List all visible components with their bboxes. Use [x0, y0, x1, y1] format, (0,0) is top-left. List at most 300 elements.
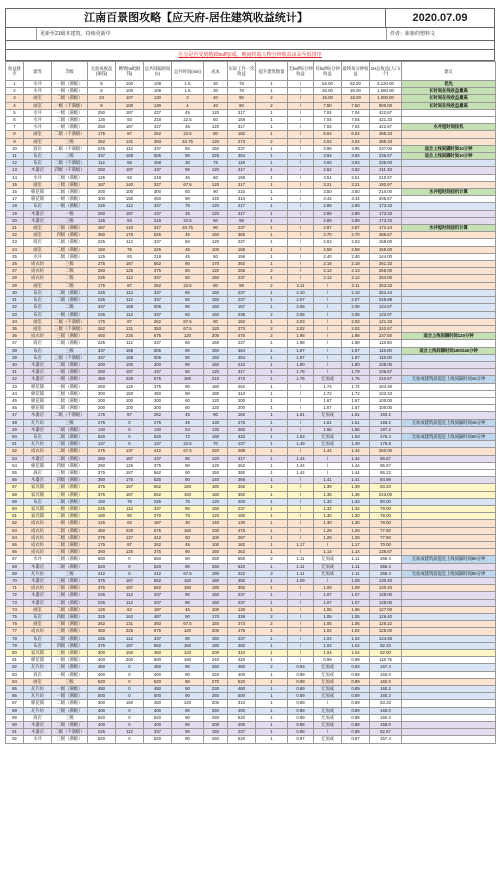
table-cell: 二级 — [52, 275, 88, 282]
table-cell: 四级（满级） — [52, 477, 88, 484]
table-row — [6, 599, 496, 606]
table-cell: 480 — [144, 686, 172, 693]
table-cell: 450 — [88, 628, 116, 635]
table-cell: 93 — [116, 117, 144, 124]
table-row — [6, 678, 496, 685]
table-cell: 二级（满级） — [52, 513, 88, 520]
table-cell: 0.87 — [342, 736, 370, 743]
table-cell: 90 — [172, 707, 204, 714]
table-cell: 450 — [88, 333, 116, 340]
table-cell: 二级（满级） — [52, 606, 88, 613]
table-cell: 56 — [116, 160, 144, 167]
table-cell: 一级（满级） — [52, 369, 88, 376]
table-cell: 125 — [88, 520, 116, 527]
table-cell: 成衣坊 — [24, 261, 52, 268]
table-cell: 100 — [116, 102, 144, 109]
table-cell: 220 — [204, 671, 228, 678]
table-cell: 1.11 — [342, 556, 370, 563]
table-row — [6, 81, 496, 88]
table-cell: / — [288, 513, 314, 520]
table-cell: 300 — [144, 405, 172, 412]
table-cell: 120 — [204, 138, 228, 145]
table-cell: 187 — [116, 124, 144, 131]
table-cell — [402, 232, 496, 239]
table-cell: / — [288, 606, 314, 613]
table-cell: 34 — [6, 318, 24, 325]
table-cell: 1 — [256, 347, 288, 354]
table-cell: 150 — [204, 340, 228, 347]
table-cell: 337 — [88, 153, 116, 160]
table-cell: 1 — [256, 261, 288, 268]
table-cell: 81 — [6, 657, 24, 664]
table-cell: 60 — [172, 275, 204, 282]
table-cell: 412 — [144, 534, 172, 541]
table-cell: 1 — [256, 405, 288, 412]
table-cell: 260.00 — [370, 448, 402, 455]
table-cell: 150 — [204, 469, 228, 476]
column-header: 最终每分钟收益 — [342, 62, 370, 81]
table-cell: 237 — [228, 275, 256, 282]
table-cell: 262 — [228, 549, 256, 556]
table-cell: 1.97 — [288, 347, 314, 354]
table-cell: 90 — [204, 225, 228, 232]
table-cell: 112 — [116, 239, 144, 246]
table-cell: 8 — [6, 131, 24, 138]
table-cell: 90 — [172, 635, 204, 642]
table-cell: 62 — [116, 520, 144, 527]
table-cell: 1 — [6, 81, 24, 88]
table-cell: 2.89 — [314, 203, 342, 210]
table-cell: 237 — [228, 592, 256, 599]
table-row — [6, 153, 496, 160]
table-cell: 二级（满级） — [52, 455, 88, 462]
table-cell: 三级 — [52, 217, 88, 224]
table-cell: 90 — [172, 354, 204, 361]
table-cell: 1.61 — [342, 412, 370, 419]
table-cell: 200 — [204, 722, 228, 729]
table-cell: 成衣坊 — [24, 527, 52, 534]
table-cell: 175 — [88, 318, 116, 325]
table-cell: 3.95 — [314, 145, 342, 152]
table-row — [6, 253, 496, 260]
table-cell: 45 — [172, 542, 204, 549]
table-cell: 300 — [144, 397, 172, 404]
table-cell: / — [314, 282, 342, 289]
table-cell: 520 — [144, 678, 172, 685]
table-cell: 525 — [144, 477, 172, 484]
table-cell: 90 — [172, 614, 204, 621]
table-cell: 250 — [204, 556, 228, 563]
table-row — [6, 448, 496, 455]
table-cell: 三级 — [52, 678, 88, 685]
table-row — [6, 556, 496, 563]
table-cell — [402, 340, 496, 347]
table-cell: 成衣坊 — [24, 542, 52, 549]
table-cell: 120 — [204, 203, 228, 210]
table-cell: 1 — [256, 203, 288, 210]
spreadsheet — [5, 8, 495, 744]
table-cell: 90 — [172, 390, 204, 397]
table-cell: 520 — [88, 563, 116, 570]
table-cell: 500 — [88, 693, 116, 700]
column-header: 实际工作一次收益 — [228, 62, 256, 81]
table-cell: 120 — [204, 124, 228, 131]
table-cell: 173.33 — [370, 217, 402, 224]
column-header: 建筑 — [24, 62, 52, 81]
table-cell: 0.89 — [288, 707, 314, 714]
table-cell: 236.67 — [370, 153, 402, 160]
table-cell — [402, 606, 496, 613]
table-cell: 成衣坊 — [24, 585, 52, 592]
table-cell: 1 — [256, 671, 288, 678]
table-cell: 266.4 — [370, 556, 402, 563]
table-row — [6, 325, 496, 332]
table-cell: 675 — [144, 376, 172, 383]
table-cell: 2 — [256, 621, 288, 628]
table-cell: 水井短时间挂机 — [402, 124, 496, 131]
table-cell: 1.44 — [288, 469, 314, 476]
table-cell: 家具铺 — [24, 484, 52, 491]
table-cell: / — [288, 534, 314, 541]
table-cell: 1 — [256, 542, 288, 549]
table-cell: 90 — [172, 671, 204, 678]
table-cell: 1 — [256, 189, 288, 196]
column-header: 无加成收益(铜钱) — [88, 62, 116, 81]
table-cell: 95 — [228, 217, 256, 224]
table-cell: 250 — [88, 462, 116, 469]
table-cell: 200 — [88, 189, 116, 196]
table-cell: 1 — [256, 376, 288, 383]
table-cell: 222 — [228, 570, 256, 577]
table-cell: 175 — [88, 131, 116, 138]
table-cell: 120 — [204, 167, 228, 174]
table-cell: 67 — [6, 556, 24, 563]
table-cell: 130 — [144, 95, 172, 102]
table-cell: 130 — [228, 606, 256, 613]
table-cell: 225 — [88, 592, 116, 599]
table-cell: 7.04 — [342, 117, 370, 124]
table-cell: 150 — [204, 505, 228, 512]
table-cell: 8 — [88, 88, 116, 95]
table-row — [6, 131, 496, 138]
table-cell: 158 — [228, 117, 256, 124]
table-cell: 87 — [116, 282, 144, 289]
table-cell: 一级（满级） — [52, 657, 88, 664]
table-cell: 112 — [116, 289, 144, 296]
table-cell: 520 — [144, 714, 172, 721]
table-cell: 437 — [144, 369, 172, 376]
table-row — [6, 88, 496, 95]
table-row — [6, 455, 496, 462]
table-cell: 60 — [172, 340, 204, 347]
table-cell: 36 — [6, 333, 24, 340]
table-cell: 1.56 — [342, 426, 370, 433]
table-cell: 375 — [144, 462, 172, 469]
table-cell: 65 — [6, 542, 24, 549]
table-cell: 175 — [88, 282, 116, 289]
table-cell: 1.98 — [288, 340, 314, 347]
table-cell: 168 — [144, 160, 172, 167]
table-cell: 7.04 — [342, 124, 370, 131]
table-cell: 273 — [228, 621, 256, 628]
table-cell: 160 — [204, 232, 228, 239]
table-cell: 1.80 — [288, 361, 314, 368]
table-cell: 162 — [116, 614, 144, 621]
table-cell: 画室 — [24, 102, 52, 109]
table-cell: 一级（满级） — [52, 88, 88, 95]
table-cell: 无加成建筑前提是上线间隔时间45分钟 — [402, 419, 496, 426]
table-cell: 140 — [204, 196, 228, 203]
table-cell: 56 — [6, 477, 24, 484]
table-cell: 650 — [228, 556, 256, 563]
table-cell: 布店 — [24, 153, 52, 160]
table-cell: 86.67 — [370, 455, 402, 462]
table-cell: 13 — [6, 167, 24, 174]
table-cell: 2.05 — [342, 311, 370, 318]
column-header: 1H总收益(人口/个) — [370, 62, 402, 81]
table-cell: 120 — [204, 369, 228, 376]
table-cell: 180 — [172, 376, 204, 383]
table-cell — [402, 167, 496, 174]
table-row — [6, 469, 496, 476]
table-cell: 棉花铺 — [24, 700, 52, 707]
info-row — [5, 28, 495, 41]
table-cell: 1 — [256, 361, 288, 368]
table-cell — [402, 693, 496, 700]
table-cell: 1 — [256, 232, 288, 239]
table-cell: 2 — [256, 333, 288, 340]
table-row — [6, 397, 496, 404]
table-cell: 107 — [116, 95, 144, 102]
table-row — [6, 189, 496, 196]
table-cell: 3 — [6, 95, 24, 102]
table-cell: / — [288, 520, 314, 527]
table-cell: 77.50 — [370, 534, 402, 541]
table-row — [6, 282, 496, 289]
table-cell: / — [288, 448, 314, 455]
table-cell: 69 — [6, 570, 24, 577]
table-cell: 0 — [116, 707, 144, 714]
table-cell: 200 — [88, 405, 116, 412]
table-cell: 家具铺 — [24, 491, 52, 498]
table-row — [6, 527, 496, 534]
table-cell: 1 — [256, 369, 288, 376]
table-cell: 112 — [116, 592, 144, 599]
table-cell: 120 — [204, 181, 228, 188]
table-cell: 90 — [172, 505, 204, 512]
table-cell: 250 — [88, 167, 116, 174]
table-cell: 520 — [228, 736, 256, 743]
table-cell: 2.89 — [314, 210, 342, 217]
table-cell: 26 — [6, 261, 24, 268]
table-cell: 瓦片坊 — [24, 419, 52, 426]
table-cell: 45 — [172, 246, 204, 253]
table-cell: 一级（不满级） — [52, 102, 88, 109]
table-cell: 182 — [228, 412, 256, 419]
table-cell: 1.06 — [314, 606, 342, 613]
table-cell: 1.04 — [314, 650, 342, 657]
table-cell: / — [314, 340, 342, 347]
table-cell — [402, 578, 496, 585]
table-cell: 180 — [204, 578, 228, 585]
table-cell: 108.00 — [370, 361, 402, 368]
table-cell: 475 — [228, 527, 256, 534]
table-cell: 2.89 — [342, 210, 370, 217]
table-cell: 262 — [144, 412, 172, 419]
table-row — [6, 628, 496, 635]
table-cell: 120 — [172, 333, 204, 340]
table-cell: / — [288, 109, 314, 116]
table-cell: 200 — [228, 498, 256, 505]
table-cell: 125 — [116, 268, 144, 275]
table-cell: 250 — [204, 736, 228, 743]
table-row — [6, 700, 496, 707]
table-cell: 650 — [144, 556, 172, 563]
table-cell: 375 — [88, 469, 116, 476]
table-cell: 112 — [116, 203, 144, 210]
table-cell: 12 — [6, 160, 24, 167]
table-cell: 45 — [172, 124, 204, 131]
table-cell: 270 — [204, 678, 228, 685]
table-cell: 225 — [88, 729, 116, 736]
table-cell: 520 — [228, 714, 256, 721]
table-cell: 2 — [256, 138, 288, 145]
table-cell: 225 — [88, 311, 116, 318]
table-cell: 1.30 — [342, 520, 370, 527]
table-cell: 布店 — [24, 347, 52, 354]
table-row — [6, 167, 496, 174]
table-cell: 375 — [88, 578, 116, 585]
table-cell — [402, 707, 496, 714]
table-row — [6, 203, 496, 210]
table-cell: 1.97 — [342, 354, 370, 361]
table-cell: 画室 — [24, 181, 52, 188]
table-cell: 3.52 — [314, 167, 342, 174]
table-cell: 450 — [144, 650, 172, 657]
table-row — [6, 354, 496, 361]
table-cell: 57 — [6, 484, 24, 491]
table-cell: 一级（满级） — [52, 671, 88, 678]
table-cell: / — [314, 325, 342, 332]
table-cell: 237 — [228, 297, 256, 304]
table-cell — [402, 635, 496, 642]
table-cell: 成衣坊 — [24, 333, 52, 340]
table-cell: 250 — [88, 383, 116, 390]
table-cell: 1.49 — [342, 441, 370, 448]
table-cell — [402, 196, 496, 203]
table-cell: 310 — [228, 390, 256, 397]
table-cell: 76 — [6, 621, 24, 628]
table-cell: 三级（满级） — [52, 664, 88, 671]
table-cell — [402, 109, 496, 116]
table-cell: 68 — [6, 563, 24, 570]
column-header: 收益排序 — [6, 62, 24, 81]
table-cell: 325 — [88, 614, 116, 621]
table-cell: 0 — [116, 419, 144, 426]
table-cell: 118.75 — [370, 657, 402, 664]
table-cell: 100 — [204, 534, 228, 541]
table-cell: 173.33 — [370, 210, 402, 217]
table-cell: 74 — [6, 606, 24, 613]
table-cell: 45 — [6, 397, 24, 404]
table-cell: 520 — [144, 736, 172, 743]
table-cell: 200 — [228, 397, 256, 404]
table-cell: 三级（满级） — [52, 556, 88, 563]
table-cell: 337 — [88, 304, 116, 311]
table-cell: 354 — [228, 347, 256, 354]
table-cell: 二级（满级） — [52, 397, 88, 404]
table-cell: 75 — [116, 246, 144, 253]
table-cell: 无加成建筑前提是上线间隔时间45分钟 — [402, 376, 496, 383]
table-cell: 无加成 — [314, 693, 342, 700]
table-cell: / — [288, 160, 314, 167]
table-cell: 商店 — [24, 469, 52, 476]
table-cell — [402, 203, 496, 210]
table-cell: 337 — [144, 599, 172, 606]
table-cell: 商店 — [24, 671, 52, 678]
table-cell: / — [288, 124, 314, 131]
table-cell: 瓦片坊 — [24, 664, 52, 671]
table-cell: 78.00 — [370, 520, 402, 527]
table-row — [6, 686, 496, 693]
table-cell: 1.35 — [342, 491, 370, 498]
table-cell — [402, 714, 496, 721]
table-cell: 1 — [256, 181, 288, 188]
table-row — [6, 138, 496, 145]
table-cell: 250 — [204, 693, 228, 700]
table-cell: 78.00 — [370, 513, 402, 520]
table-cell: 1.06 — [342, 606, 370, 613]
table-cell: 60 — [172, 369, 204, 376]
table-cell: 四级（不满级） — [52, 167, 88, 174]
table-cell — [402, 174, 496, 181]
table-cell: 131 — [116, 138, 144, 145]
table-cell: 画室 — [24, 232, 52, 239]
table-cell: 393 — [144, 325, 172, 332]
table-cell: 140 — [116, 181, 144, 188]
table-cell: 266.4 — [370, 570, 402, 577]
table-cell: 75 — [204, 160, 228, 167]
table-cell: / — [288, 592, 314, 599]
table-cell: 64 — [6, 534, 24, 541]
table-cell: 无加成建筑前提是上线间隔时间60分钟 — [402, 433, 496, 440]
table-cell: 206.67 — [370, 196, 402, 203]
table-cell: 354 — [228, 153, 256, 160]
table-cell: 160.2 — [370, 686, 402, 693]
column-header: 无buff每分钟收益 — [288, 62, 314, 81]
table-cell: 1.04 — [314, 635, 342, 642]
table-cell: 337 — [144, 145, 172, 152]
table-cell: 无加成 — [314, 433, 342, 440]
table-cell: 1 — [256, 153, 288, 160]
table-cell: 87 — [116, 412, 144, 419]
table-row — [6, 664, 496, 671]
table-cell: 二级（满级） — [52, 542, 88, 549]
table-cell: 337 — [144, 340, 172, 347]
table-cell: 1 — [256, 606, 288, 613]
table-cell: 337 — [144, 297, 172, 304]
table-cell: / — [288, 196, 314, 203]
table-cell: 67.5 — [172, 621, 204, 628]
table-row — [6, 340, 496, 347]
table-cell: 275.4 — [370, 433, 402, 440]
table-cell: 260 — [228, 426, 256, 433]
table-cell: 布店 — [24, 498, 52, 505]
table-cell: 120 — [172, 628, 204, 635]
table-cell: 60 — [204, 174, 228, 181]
table-cell: 一级（满级） — [52, 376, 88, 383]
table-cell: 562 — [144, 469, 172, 476]
